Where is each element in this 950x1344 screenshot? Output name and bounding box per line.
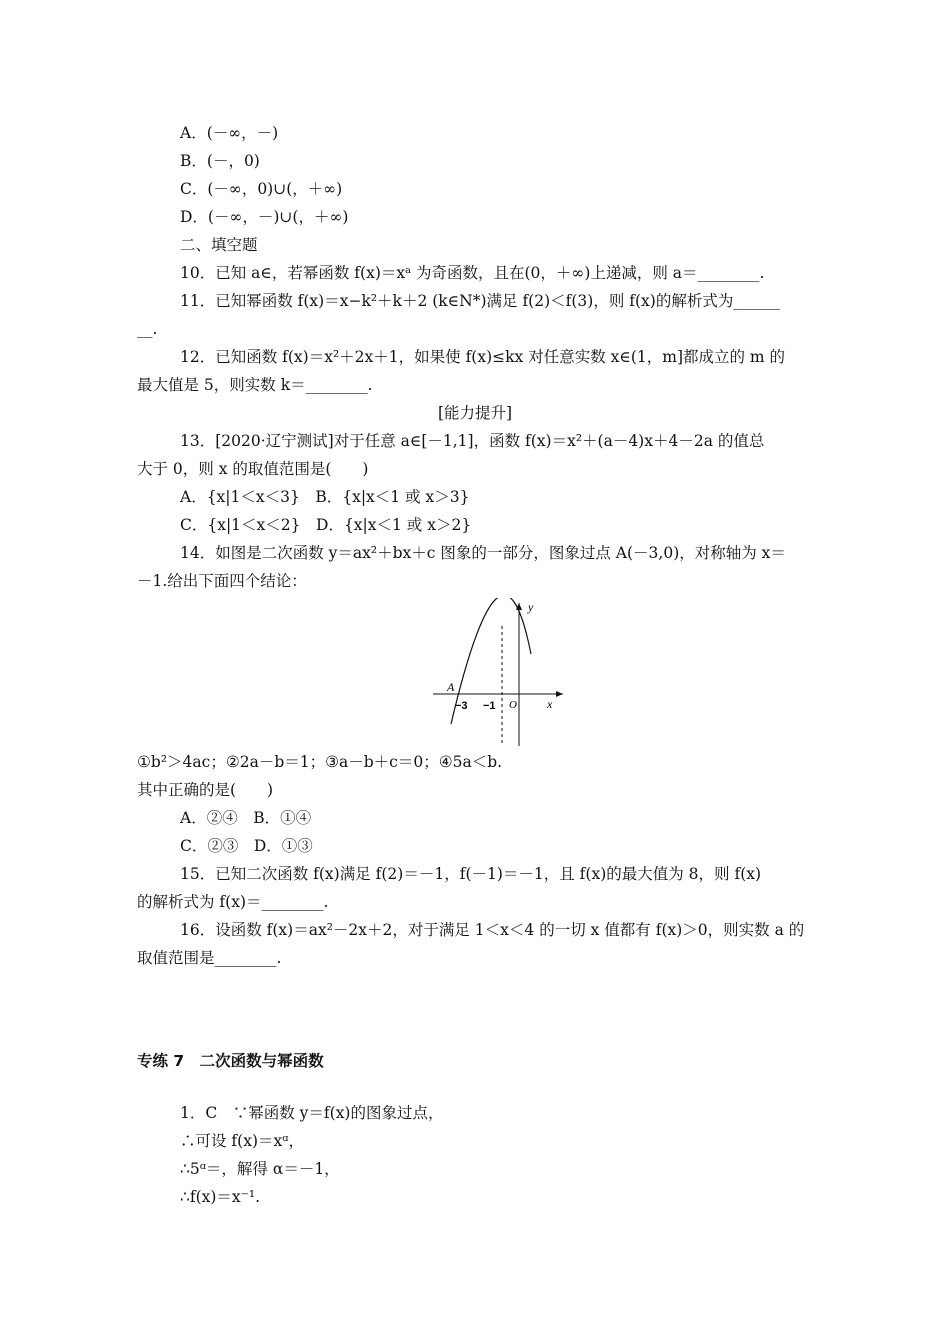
question-14-options-ab: A．②④ B．①④: [180, 809, 312, 827]
question-14-options-cd: C．②③ D．①③: [180, 837, 313, 855]
question-13-continued: 大于 0，则 x 的取值范围是( ): [137, 460, 369, 478]
question-16-continued: 取值范围是________.: [137, 949, 282, 967]
option-a: A．(－∞，－): [180, 124, 279, 142]
question-14-prompt: 其中正确的是( ): [137, 781, 274, 799]
section-heading-fill-in: 二、填空题: [180, 236, 258, 254]
question-12-continued: 最大值是 5，则实数 k＝________.: [137, 376, 373, 394]
question-13: 13．[2020·辽宁测试]对于任意 a∈[－1,1]，函数 f(x)＝x²＋(a－4)x＋4－2a 的值总: [180, 432, 765, 450]
question-12: 12．已知函数 f(x)＝x²＋2x＋1，如果使 f(x)≤kx 对任意实数 x∈(1，m]都成立的 m 的: [180, 348, 786, 366]
answer-1-step-2: ∴可设 f(x)＝xᵅ，: [180, 1132, 304, 1150]
option-c: C．(－∞，0)∪(，＋∞): [180, 180, 343, 198]
question-14-statements: ①b²＞4ac；②2a－b＝1；③a－b＋c＝0；④5a＜b.: [137, 753, 503, 771]
answers-section-title: 专练 7 二次函数与幂函数: [137, 1052, 324, 1070]
x-axis-label: x: [547, 697, 553, 711]
option-d: D．(－∞，－)∪(，＋∞): [180, 208, 349, 226]
section-heading-advanced: [能力提升]: [437, 404, 513, 422]
y-axis-label: y: [528, 600, 534, 614]
answer-1-step-4: ∴f(x)＝x⁻¹.: [180, 1188, 260, 1206]
tick-label-neg3: −3: [455, 700, 468, 712]
tick-label-neg1: −1: [483, 700, 496, 712]
question-10: 10．已知 a∈，若幂函数 f(x)＝xᵃ 为奇函数，且在(0，＋∞)上递减，则 a＝________.: [180, 264, 765, 282]
question-11: 11．已知幂函数 f(x)＝x−k²＋k＋2 (k∈N*)满足 f(2)＜f(3)，则 f(x)的解析式为______: [180, 292, 780, 310]
point-a-label: A: [447, 680, 455, 694]
question-15-continued: 的解析式为 f(x)＝________.: [137, 893, 329, 911]
question-13-options-ab: A．{x|1＜x＜3} B．{x|x＜1 或 x＞3}: [180, 488, 470, 506]
parabola-figure: [425, 598, 570, 748]
answer-1-step-3: ∴5ᵅ＝，解得 α＝－1，: [180, 1160, 340, 1178]
question-15: 15．已知二次函数 f(x)满足 f(2)＝－1，f(－1)＝－1，且 f(x)的最大值为 8，则 f(x): [180, 865, 762, 883]
x-axis-arrow-icon: [556, 691, 563, 697]
question-16: 16．设函数 f(x)＝ax²－2x＋2，对于满足 1＜x＜4 的一切 x 值都有 f(x)＞0，则实数 a 的: [180, 921, 805, 939]
answer-1: 1．C ∵幂函数 y＝f(x)的图象过点，: [180, 1104, 444, 1122]
question-11-continued: __.: [137, 320, 158, 338]
question-14: 14．如图是二次函数 y＝ax²＋bx＋c 图象的一部分，图象过点 A(－3,0)，对称轴为 x＝: [180, 544, 786, 562]
question-14-continued: －1.给出下面四个结论：: [137, 572, 307, 590]
option-b: B．(－，0): [180, 152, 260, 170]
question-13-options-cd: C．{x|1＜x＜2} D．{x|x＜1 或 x＞2}: [180, 516, 472, 534]
origin-label: O: [509, 699, 517, 711]
